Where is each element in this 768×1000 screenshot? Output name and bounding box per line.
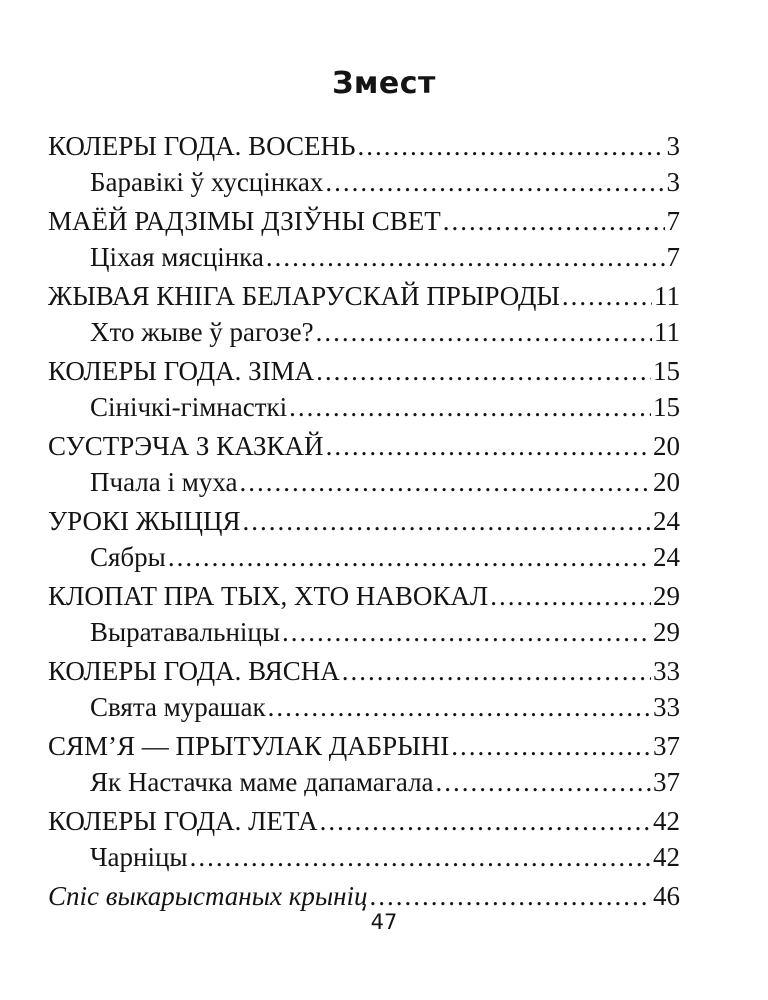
toc-subentry-label: Сябры [90, 542, 166, 572]
toc-entry-label: Спіс выкарыстаных крыніц [48, 881, 368, 911]
toc-entry[interactable] [48, 128, 680, 164]
toc-subentry[interactable] [48, 464, 680, 500]
toc-section [48, 503, 680, 575]
dot-leader [239, 464, 651, 500]
toc-entry-page: 24 [653, 506, 680, 536]
dot-leader [342, 653, 651, 689]
toc-subentry-page: 7 [666, 242, 680, 272]
toc-subentry[interactable] [48, 389, 680, 425]
toc-section [48, 353, 680, 425]
toc-subentry[interactable] [48, 689, 680, 725]
toc-subentry-page: 33 [653, 692, 680, 722]
toc-entry-label: КОЛЕРЫ ГОДА. ВЯСНА [48, 656, 340, 686]
dot-leader [316, 353, 651, 389]
toc-subentry[interactable] [48, 239, 680, 275]
dot-leader [357, 128, 664, 164]
dot-leader [443, 203, 665, 239]
toc-entry[interactable] [48, 503, 680, 539]
toc-entry[interactable] [48, 803, 680, 839]
dot-leader [268, 689, 651, 725]
toc-section [48, 203, 680, 275]
toc-entry-page: 29 [653, 581, 680, 611]
dot-leader [289, 389, 651, 425]
dot-leader [316, 314, 652, 350]
dot-leader [325, 164, 664, 200]
dot-leader [242, 503, 651, 539]
toc-entry-label: УРОКІ ЖЫЦЦЯ [48, 506, 241, 536]
toc-entry-label: КЛОПАТ ПРА ТЫХ, ХТО НАВОКАЛ [48, 581, 489, 611]
toc-entry-page: 33 [653, 656, 680, 686]
toc-subentry[interactable] [48, 164, 680, 200]
toc-subentry-page: 42 [653, 842, 680, 872]
toc-entry-label: СУСТРЭЧА З КАЗКАЙ [48, 431, 324, 461]
toc-entry-label: КОЛЕРЫ ГОДА. ЛЕТА [48, 806, 318, 836]
toc-subentry-label: Ціхая мясцінка [90, 242, 264, 272]
toc-entry[interactable] [48, 203, 680, 239]
toc-entry-page: 7 [666, 206, 680, 236]
dot-leader [436, 764, 651, 800]
toc-subentry-label: Хто жыве ў рагозе? [90, 317, 314, 347]
toc-section-sources [48, 878, 680, 914]
dot-leader [320, 803, 651, 839]
toc-subentry[interactable] [48, 539, 680, 575]
toc-subentry-page: 3 [666, 167, 680, 197]
toc-entry[interactable] [48, 278, 680, 314]
toc-subentry-label: Свята мурашак [90, 692, 266, 722]
toc-section [48, 578, 680, 650]
dot-leader [190, 839, 651, 875]
toc-entry-page: 46 [653, 881, 680, 911]
dot-leader [370, 878, 651, 914]
page-title: Змест [332, 66, 436, 101]
toc-subentry-page: 15 [653, 392, 680, 422]
dot-leader [326, 428, 651, 464]
toc-section [48, 728, 680, 800]
dot-leader [168, 539, 651, 575]
dot-leader [562, 278, 652, 314]
toc-entry-label: КОЛЕРЫ ГОДА. ВОСЕНЬ [48, 131, 356, 161]
toc-entry[interactable] [48, 653, 680, 689]
page-number: 47 [370, 910, 398, 934]
toc-subentry-label: Сінічкі-гімнасткі [90, 392, 288, 422]
toc-subentry-label: Выратавальніцы [90, 617, 280, 647]
toc-entry-page: 3 [666, 131, 680, 161]
toc-entry[interactable] [48, 428, 680, 464]
dot-leader [282, 614, 651, 650]
toc-section [48, 128, 680, 200]
dot-leader [490, 578, 651, 614]
toc-section [48, 803, 680, 875]
toc-section [48, 428, 680, 500]
toc-entry[interactable] [48, 353, 680, 389]
toc-entry-page: 42 [653, 806, 680, 836]
toc-subentry[interactable] [48, 314, 680, 350]
toc-subentry-label: Пчала і муха [90, 467, 238, 497]
toc-entry-label: СЯМ’Я — ПРЫТУЛАК ДАБРЫНІ [48, 731, 450, 761]
toc-subentry[interactable] [48, 614, 680, 650]
dot-leader [451, 728, 651, 764]
table-of-contents [48, 128, 680, 917]
toc-entry-sources[interactable] [48, 878, 680, 914]
toc-entry-label: МАЁЙ РАДЗІМЫ ДЗІЎНЫ СВЕТ [48, 206, 441, 236]
toc-entry-page: 37 [653, 731, 680, 761]
toc-entry-page: 15 [653, 356, 680, 386]
toc-subentry[interactable] [48, 839, 680, 875]
toc-subentry-label: Баравікі ў хусцінках [90, 167, 324, 197]
toc-subentry-page: 29 [653, 617, 680, 647]
toc-subentry[interactable] [48, 764, 680, 800]
toc-entry[interactable] [48, 578, 680, 614]
toc-subentry-label: Чарніцы [90, 842, 188, 872]
toc-entry-label: ЖЫВАЯ КНІГА БЕЛАРУСКАЙ ПРЫРОДЫ [48, 281, 560, 311]
dot-leader [266, 239, 665, 275]
toc-subentry-page: 24 [653, 542, 680, 572]
toc-subentry-label: Як Настачка маме дапамагала [90, 767, 434, 797]
toc-subentry-page: 20 [653, 467, 680, 497]
toc-entry-page: 11 [654, 281, 680, 311]
toc-section [48, 653, 680, 725]
toc-entry[interactable] [48, 728, 680, 764]
toc-subentry-page: 37 [653, 767, 680, 797]
toc-entry-label: КОЛЕРЫ ГОДА. ЗІМА [48, 356, 315, 386]
toc-section [48, 278, 680, 350]
toc-subentry-page: 11 [654, 317, 680, 347]
toc-entry-page: 20 [653, 431, 680, 461]
